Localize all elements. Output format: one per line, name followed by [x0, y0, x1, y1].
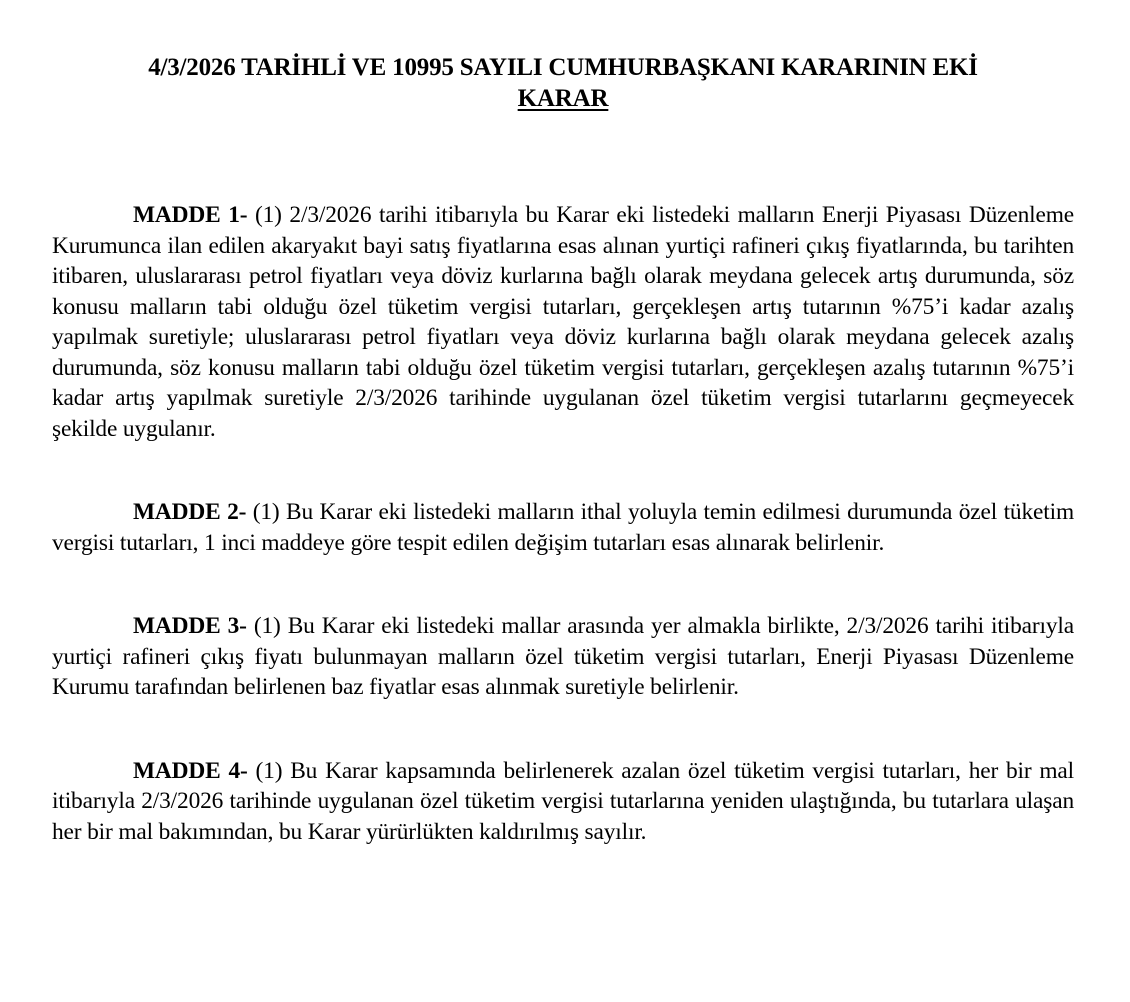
article-text: (1) Bu Karar eki listedeki malların ithal yoluyla temin edilmesi durumunda özel tüketim vergisi tutarları, 1 inci maddeye göre tespit edilen değişim tutarları esas alınarak belirlenir. — [52, 499, 1074, 556]
title-line-2: KARAR — [517, 85, 609, 112]
document-page — [52, 52, 1074, 900]
article-3 — [52, 611, 1074, 703]
article-label: MADDE 4- — [133, 757, 248, 784]
article-text: (1) Bu Karar eki listedeki mallar arasında yer almakla birlikte, 2/3/2026 tarihi itibarıyla yurtiçi rafineri çıkış fiyatı bulunmayan malların özel tüketim vergisi tutarları, Enerji Piyasası Düzenleme Kurumu tarafından belirlenen baz fiyatlar esas alınmak suretiyle belirlenir. — [52, 613, 1074, 700]
article-4 — [52, 756, 1074, 848]
article-text: (1) Bu Karar kapsamında belirlenerek azalan özel tüketim vergisi tutarları, her bir mal itibarıyla 2/3/2026 tarihinde uygulanan özel tüketim vergisi tutarlarına yeniden ulaştığında, bu tutarlara ulaşan her bir mal bakımından, bu Karar yürürlükten kaldırılmış sayılır. — [52, 757, 1074, 845]
title-line-1: 4/3/2026 TARİHLİ VE 10995 SAYILI CUMHURBAŞKANI KARARININ EKİ — [148, 54, 978, 81]
article-label: MADDE 1- — [133, 202, 248, 228]
article-1 — [52, 200, 1074, 444]
article-label: MADDE 3- — [133, 613, 247, 639]
article-text: (1) 2/3/2026 tarihi itibarıyla bu Karar eki listedeki malların Enerji Piyasası Düzenleme Kurumunca ilan edilen akaryakıt bayi satış fiyatlarına esas alınan yurtiçi rafineri çıkış fiyatlarında, bu tarihten itibaren, uluslararası petrol fiyatları veya döviz kurlarına bağlı olarak meydana gelecek artış durumunda, söz konusu malların tabi olduğu özel tüketim vergisi tutarları, gerçekleşen artış tutarının %75’i kadar azalış yapılmak suretiyle; uluslararası petrol fiyatları veya döviz kurlarına bağlı olarak meydana gelecek azalış durumunda, söz konusu malların tabi olduğu özel tüketim vergisi tutarları, gerçekleşen azalış tutarının %75’i kadar artış yapılmak suretiyle 2/3/2026 tarihinde uygulanan özel tüketim vergisi tutarlarını geçmeyecek şekilde uygulanır. — [52, 202, 1074, 442]
articles — [52, 200, 1074, 847]
document-title — [52, 52, 1074, 114]
article-label: MADDE 2- — [133, 499, 247, 525]
article-2 — [52, 497, 1074, 558]
